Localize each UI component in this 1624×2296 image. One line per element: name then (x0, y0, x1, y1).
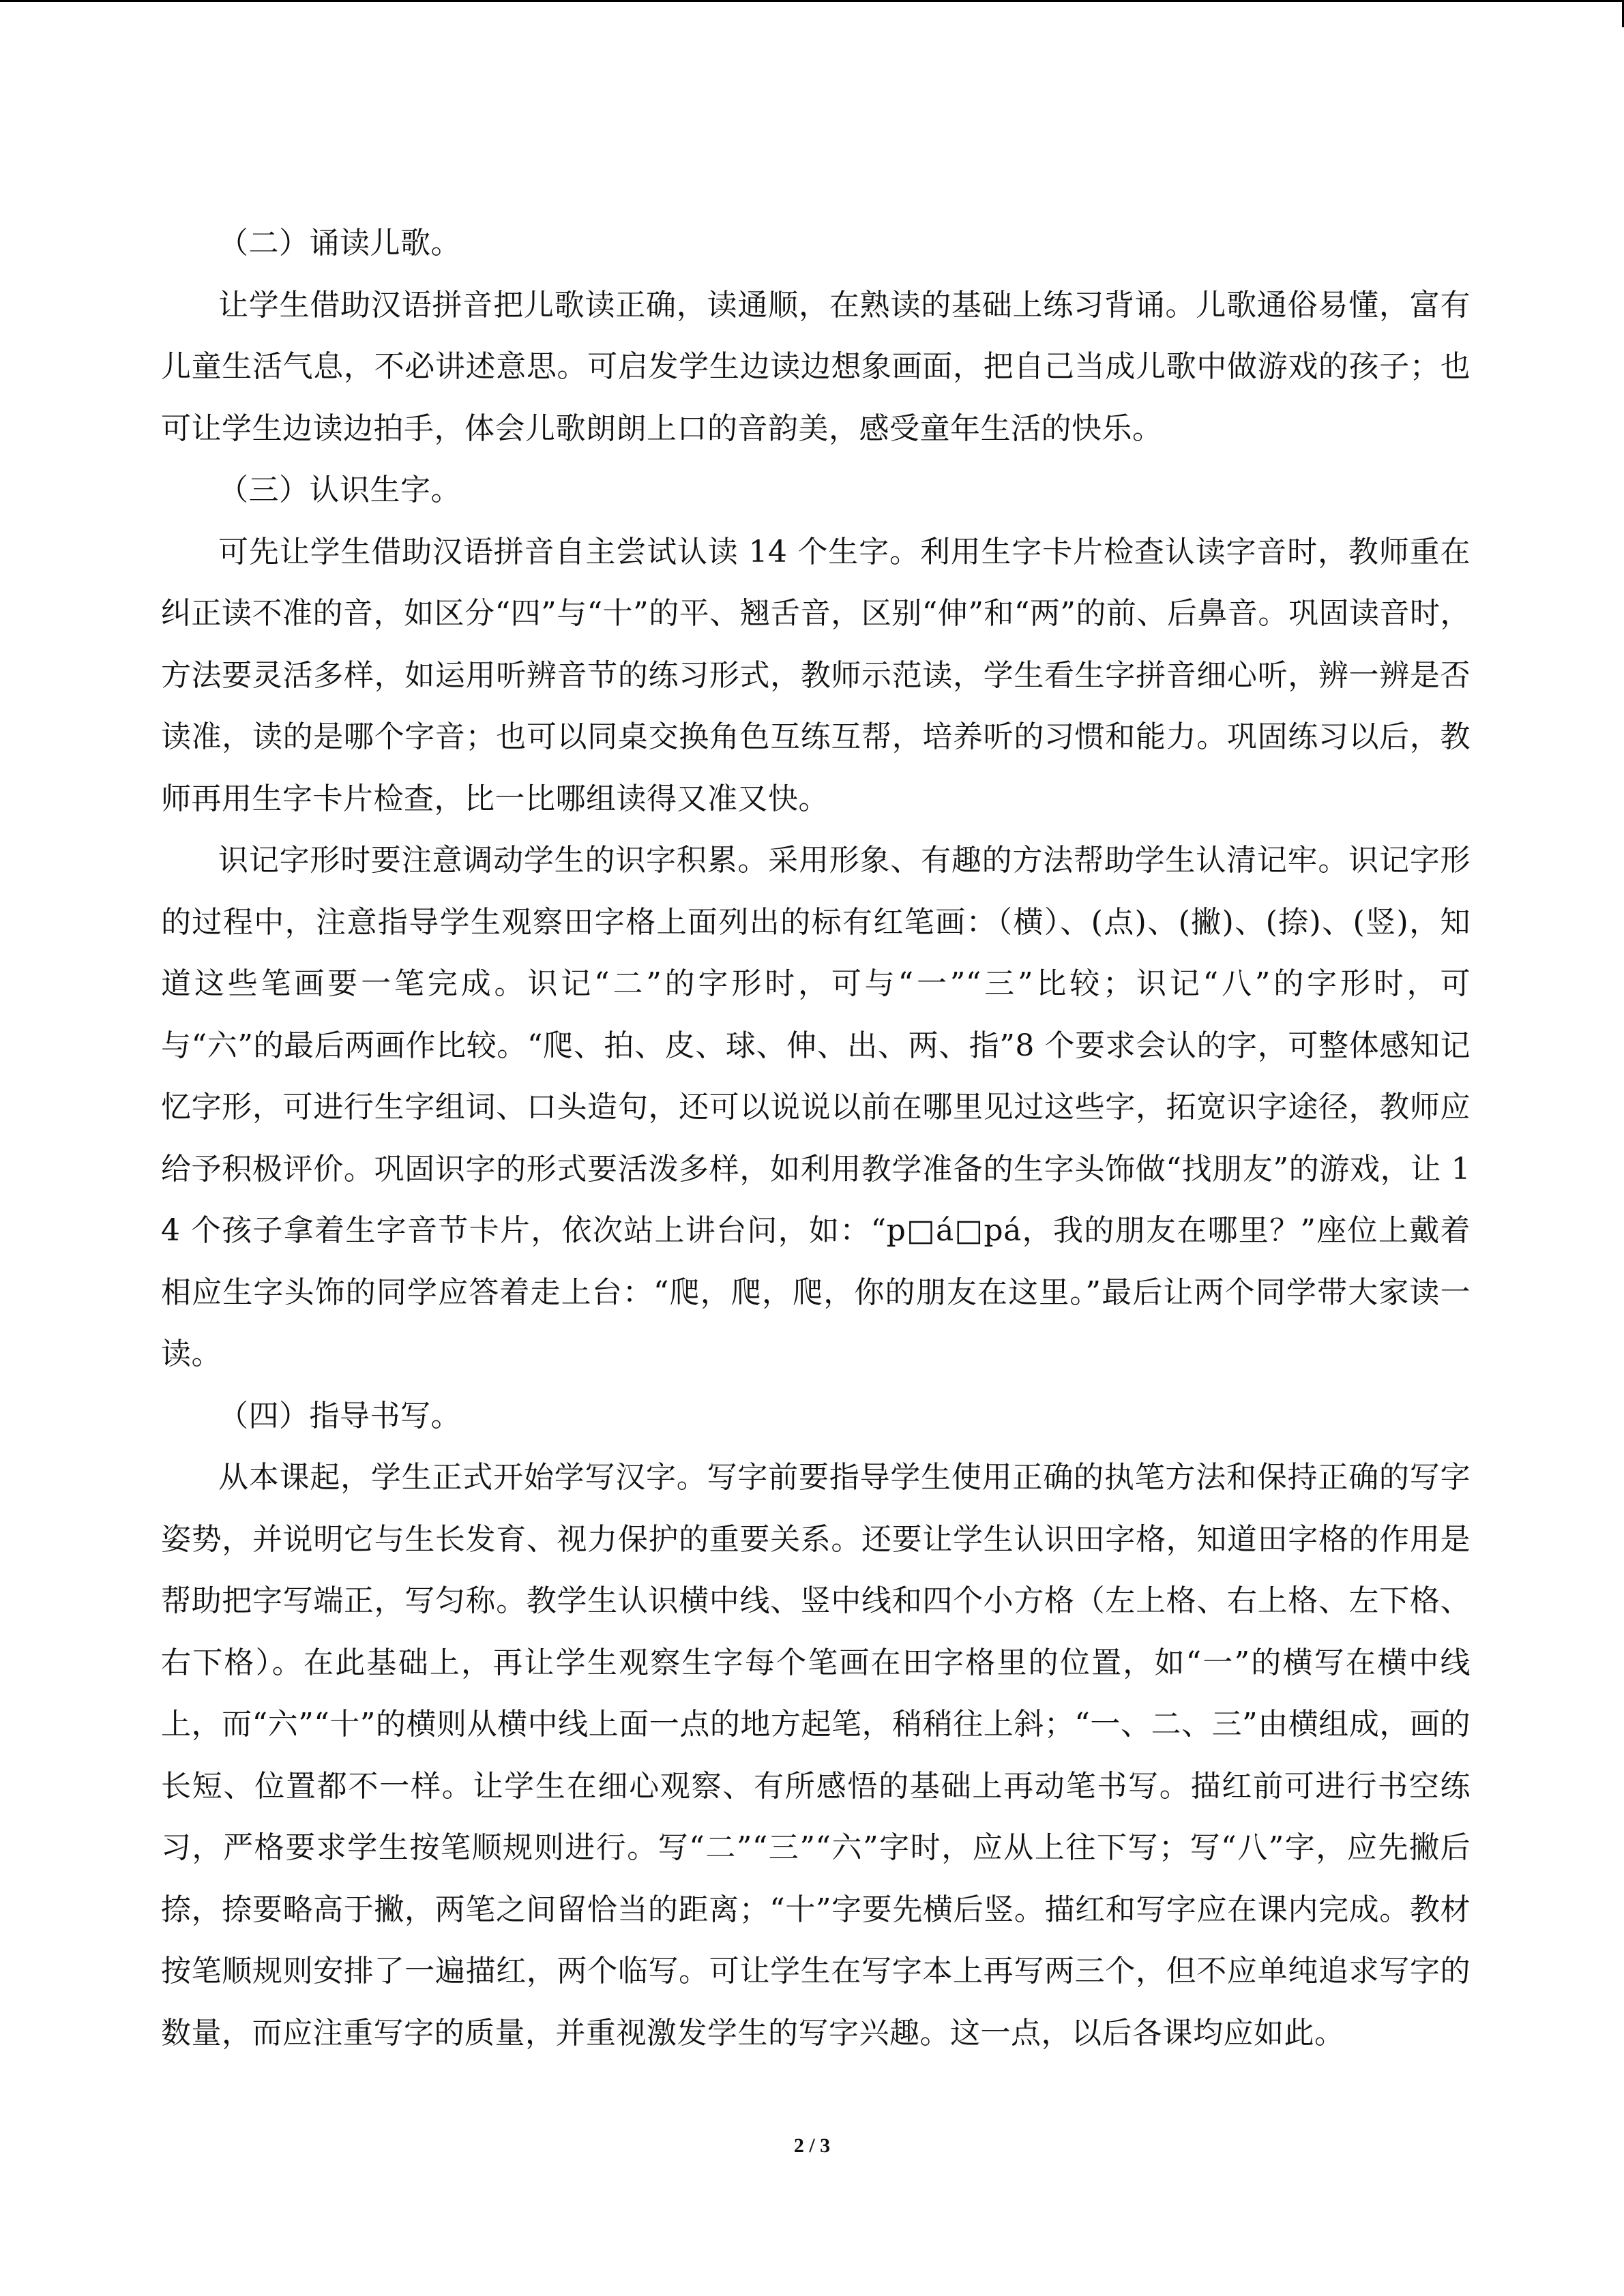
paragraph-learn-characters: 可先让学生借助汉语拼音自主尝试认读 14 个生字。利用生字卡片检查认读字音时，教师重在纠正读不准的音，如区分“四”与“十”的平、翘舌音，区别“伸”和“两”的前、后鼻音。巩固读音时，方法要灵活多样，如运用听辨音节的练习形式，教师示范读，学生看生字拼音细心听，辨一辨是否读准，读的是哪个字音；也可以同桌交换角色互练互帮，培养听的习惯和能力。巩固练习以后，教师再用生字卡片检查，比一比哪组读得又准又快。 (161, 534, 1471, 816)
document-body (161, 213, 1471, 2064)
section-heading-writing-guidance: （四）指导书写。 (218, 1398, 461, 1433)
section-heading-learn-characters: （三）认识生字。 (218, 473, 461, 507)
paragraph-writing-guidance: 从本课起，学生正式开始学写汉字。写字前要指导学生使用正确的执笔方法和保持正确的写字姿势，并说明它与生长发育、视力保护的重要关系。还要让学生认识田字格，知道田字格的作用是帮助把字写端正，写匀称。教学生认识横中线、竖中线和四个小方格（左上格、右上格、左下格、右下格）。在此基础上，再让学生观察生字每个笔画在田字格里的位置，如“一”的横写在横中线上，而“六”“十”的横则从横中线上面一点的地方起笔，稍稍往上斜；“一、二、三”由横组成，画的长短、位置都不一样。让学生在细心观察、有所感悟的基础上再动笔书写。描红前可进行书空练习，严格要求学生按笔顺规则进行。写“二”“三”“六”字时，应从上往下写；写“八”字，应先撇后捺，捺要略高于撇，两笔之间留恰当的距离；“十”字要先横后竖。描红和写字应在课内完成。教材按笔顺规则安排了一遍描红，两个临写。可让学生在写字本上再写两三个，但不应单纯追求写字的数量，而应注重写字的质量，并重视激发学生的写字兴趣。这一点，以后各课均应如此。 (161, 1460, 1471, 2051)
section-heading-recite-rhyme: （二）诵读儿歌。 (218, 226, 461, 260)
paragraph-recite-rhyme: 让学生借助汉语拼音把儿歌读正确，读通顺，在熟读的基础上练习背诵。儿歌通俗易懂，富有儿童生活气息，不必讲述意思。可启发学生边读边想象画面，把自己当成儿歌中做游戏的孩子；也可让学生边读边拍手，体会儿歌朗朗上口的音韵美，感受童年生活的快乐。 (161, 287, 1471, 446)
top-border-line (0, 0, 1624, 2)
page-number: 2 / 3 (793, 2134, 831, 2157)
paragraph-character-shapes: 识记字形时要注意调动学生的识字积累。采用形象、有趣的方法帮助学生认清记牢。识记字形的过程中，注意指导学生观察田字格上面列出的标有红笔画：（横）、(点)、(撇)、(捺)、(竖)，知道这些笔画要一笔完成。识记“二”的字形时，可与“一”“三”比较；识记“八”的字形时，可与“六”的最后两画作比较。“爬、拍、皮、球、伸、出、两、指”8 个要求会认的字，可整体感知记忆字形，可进行生字组词、口头造句，还可以说说以前在哪里见过这些字，拓宽识字途径，教师应给予积极评价。巩固识字的形式要活泼多样，如利用教学准备的生字头饰做“找朋友”的游戏，让 14 个孩子拿着生字音节卡片，依次站上讲台问，如：“p□á□pá，我的朋友在哪里？”座位上戴着相应生字头饰的同学应答着走上台：“爬，爬，爬，你的朋友在这里。”最后让两个同学带大家读一读。 (161, 843, 1471, 1371)
